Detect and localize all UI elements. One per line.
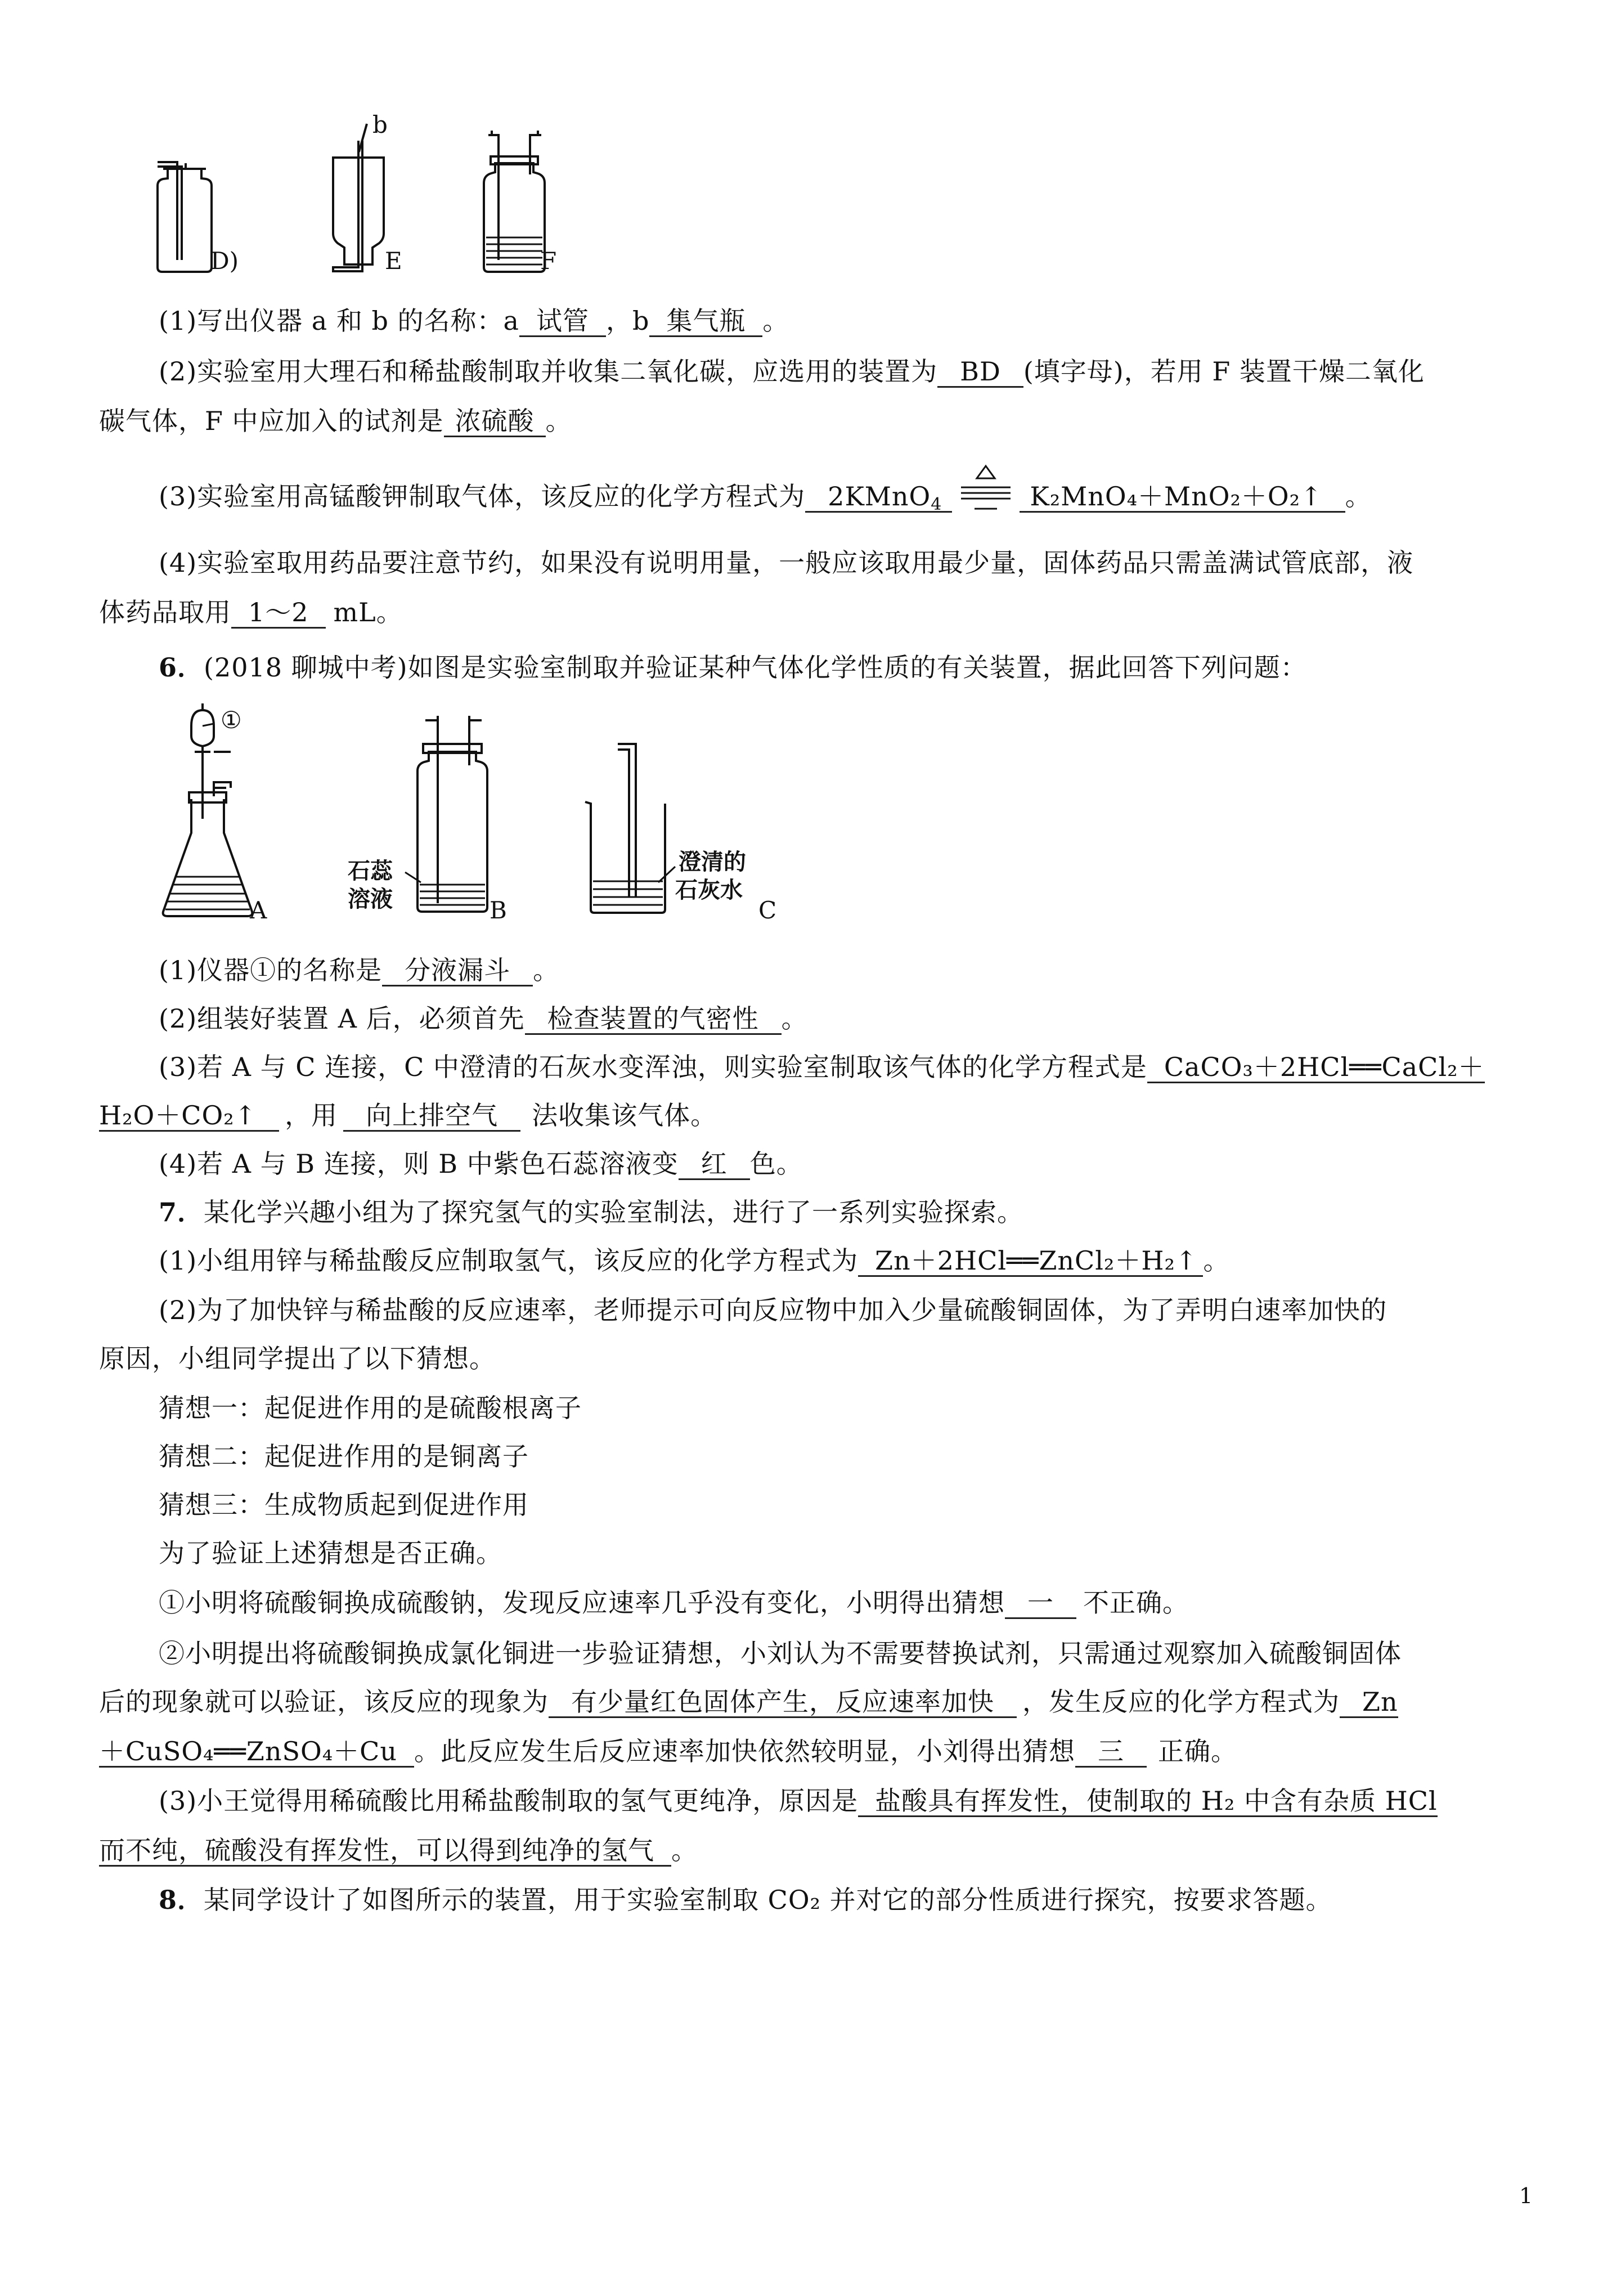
- q7-guess-3: 猜想三：生成物质起到促进作用: [159, 1490, 529, 1520]
- q5-part1: [159, 304, 789, 338]
- q7-check-2: [159, 1636, 1402, 1670]
- q5-p3-text: 。: [1345, 481, 1372, 512]
- q7-c1-text: ①小明将硫酸铜换成硫酸钠，发现反应速率几乎没有变化，小明得出猜想: [159, 1588, 1005, 1618]
- answer-blank: 红: [679, 1149, 750, 1180]
- q7-c2-text: ，发生反应的化学方程式为: [1022, 1687, 1340, 1717]
- q5-p3-text: (3)实验室用高锰酸钾制取气体，该反应的化学方程式为: [159, 481, 806, 512]
- q6-part4: [159, 1147, 803, 1181]
- q6-part3-cont: [99, 1098, 717, 1132]
- figure-label-litmus: 石蕊: [348, 858, 393, 884]
- q6-p1-text: 。: [533, 955, 560, 985]
- q7-verify: 为了验证上述猜想是否正确。: [159, 1538, 502, 1568]
- answer-blank: Zn: [1340, 1687, 1398, 1718]
- q6-p2-text: (2)组装好装置 A 后，必须首先: [159, 1003, 525, 1034]
- figure-label-a: A: [250, 896, 267, 924]
- q5-p2-text: (2)实验室用大理石和稀盐酸制取并收集二氧化碳，应选用的装置为: [159, 356, 938, 387]
- q7-c1-text: 不正确。: [1083, 1588, 1189, 1618]
- q7-c2-text: 。此反应发生后反应速率加快依然较明显，小刘得出猜想: [414, 1736, 1075, 1766]
- q7-guess-1: 猜想一：起促进作用的是硫酸根离子: [159, 1393, 582, 1423]
- q6-p4-text: (4)若 A 与 B 连接，则 B 中紫色石蕊溶液变: [159, 1149, 679, 1179]
- q7-part3-cont: [99, 1833, 698, 1867]
- answer-blank: 分液漏斗: [382, 956, 533, 986]
- q7-part2: [159, 1293, 1387, 1327]
- q6-part2: [159, 1002, 808, 1035]
- answer-blank: K₂MnO₄＋MnO₂＋O₂↑: [1020, 482, 1345, 513]
- q7-part1: [159, 1244, 1229, 1277]
- figure-label-c: C: [758, 896, 777, 924]
- figure-label-circled-1: ①: [221, 706, 242, 734]
- q5-p1-text: ，b: [605, 306, 650, 336]
- question-title: 某化学兴趣小组为了探究氢气的实验室制法，进行了一系列实验探索。: [204, 1197, 1024, 1227]
- answer-blank: ＋CuSO₄══ZnSO₄＋Cu: [99, 1737, 414, 1768]
- question-number: 6．: [159, 652, 204, 683]
- answer-blank: 试管: [519, 306, 606, 337]
- q7-guess-2: 猜想二：起促进作用的是铜离子: [159, 1441, 529, 1472]
- q7-title: [159, 1195, 1023, 1229]
- answer-blank: 一: [1005, 1588, 1076, 1619]
- figure-label-b: b: [372, 111, 388, 138]
- q5-part3: [159, 479, 1372, 513]
- q5-p2-text: 碳气体，F 中应加入的试剂是: [99, 406, 444, 436]
- q5-part2: [159, 355, 1425, 388]
- answer-blank: 集气瓶: [649, 306, 762, 337]
- question-title: (2018 聊城中考)如图是实验室制取并验证某种气体化学性质的有关装置，据此回答下列问题：: [204, 652, 1307, 683]
- q7-p1-text: (1)小组用锌与稀盐酸反应制取氢气，该反应的化学方程式为: [159, 1245, 859, 1276]
- q7-p2-text: 原因，小组同学提出了以下猜想。: [99, 1343, 496, 1374]
- heat-arrow: [952, 484, 1020, 513]
- q7-check-2-cont2: [99, 1734, 1237, 1768]
- q5-part2-cont: [99, 404, 572, 438]
- q7-p3-text: (3)小王觉得用稀硫酸比用稀盐酸制取的氢气更纯净，原因是: [159, 1786, 859, 1816]
- answer-blank: 2KMnO$_4$: [805, 482, 952, 513]
- answer-blank: 1～2: [231, 598, 326, 629]
- q8-title: [159, 1883, 1332, 1917]
- answer-blank: 浓硫酸: [444, 406, 546, 437]
- figure-label-clear: 澄清的: [679, 849, 746, 875]
- q7-c2-text: 后的现象就可以验证，该反应的现象为: [99, 1687, 549, 1717]
- answer-blank: 检查装置的气密性: [525, 1004, 782, 1035]
- q6-part3: [159, 1050, 1485, 1084]
- answer-blank: CaCO₃＋2HCl══CaCl₂＋: [1147, 1052, 1485, 1083]
- q7-c2-text: 正确。: [1157, 1736, 1237, 1766]
- question-number: 8．: [159, 1885, 204, 1915]
- figure-label-b2: B: [490, 896, 507, 924]
- answer-blank: 而不纯，硫酸没有挥发性，可以得到纯净的氢气: [99, 1836, 671, 1867]
- q6-p4-text: 色。: [749, 1149, 803, 1179]
- page-number: 1: [1519, 2183, 1533, 2208]
- q6-p2-text: 。: [781, 1003, 808, 1034]
- q7-check-2-cont: [99, 1685, 1398, 1719]
- figure-label-limewater: 石灰水: [675, 877, 743, 903]
- figure-label-solution: 溶液: [348, 886, 393, 912]
- q5-p1-text: 。: [762, 306, 789, 336]
- q6-p3-text: ，用: [285, 1100, 338, 1131]
- q7-c2-text: ②小明提出将硫酸铜换成氯化铜进一步验证猜想，小刘认为不需要替换试剂，只需通过观察加入硫酸铜固体: [159, 1638, 1402, 1669]
- answer-blank: Zn＋2HCl══ZnCl₂＋H₂↑: [858, 1246, 1203, 1277]
- q7-p2-text: (2)为了加快锌与稀盐酸的反应速率，老师提示可向反应物中加入少量硫酸铜固体，为了弄明白速率加快的: [159, 1295, 1387, 1325]
- answer-blank: 三: [1075, 1737, 1147, 1768]
- equation-left: 2KMnO: [828, 481, 931, 512]
- q6-part1: [159, 953, 559, 987]
- figure-label-d: D): [210, 247, 239, 275]
- q5-p4-text: mL。: [333, 597, 403, 627]
- q7-p3-text: 。: [671, 1835, 698, 1866]
- q6-p1-text: (1)仪器①的名称是: [159, 955, 383, 985]
- q6-p3-text: 法收集该气体。: [532, 1100, 717, 1131]
- q6-p3-text: (3)若 A 与 C 连接，C 中澄清的石灰水变浑浊，则实验室制取该气体的化学方程式是: [159, 1052, 1147, 1082]
- answer-blank: 盐酸具有挥发性，使制取的 H₂ 中含有杂质 HCl: [858, 1786, 1437, 1817]
- q5-p1-text: (1)写出仪器 a 和 b 的名称：a: [159, 306, 519, 336]
- q5-part4-cont: [99, 595, 403, 629]
- figure-label-e: E: [385, 247, 402, 275]
- q5-part4: [159, 546, 1413, 580]
- question-number: 7．: [159, 1197, 204, 1227]
- q7-part3: [159, 1784, 1438, 1818]
- question-title: 某同学设计了如图所示的装置，用于实验室制取 CO₂ 并对它的部分性质进行探究，按要求答题。: [204, 1885, 1332, 1915]
- answer-blank: 有少量红色固体产生，反应速率加快: [549, 1687, 1017, 1718]
- q7-p1-text: 。: [1203, 1245, 1230, 1276]
- answer-blank: H₂O＋CO₂↑: [99, 1101, 279, 1132]
- figure-label-f: F: [540, 247, 557, 275]
- q7-part2-cont: [99, 1342, 496, 1375]
- q7-check-1: [159, 1586, 1189, 1620]
- q6-title: [159, 651, 1307, 684]
- answer-blank: 向上排空气: [343, 1101, 520, 1132]
- answer-blank: BD: [937, 357, 1023, 388]
- q5-p4-text: (4)实验室取用药品要注意节约，如果没有说明用量，一般应该取用最少量，固体药品只需盖满试管底部，液: [159, 548, 1414, 578]
- q5-p2-text: (填字母)，若用 F 装置干燥二氧化: [1023, 356, 1425, 387]
- q5-p4-text: 体药品取用: [99, 597, 231, 627]
- q5-p2-text: 。: [545, 406, 572, 436]
